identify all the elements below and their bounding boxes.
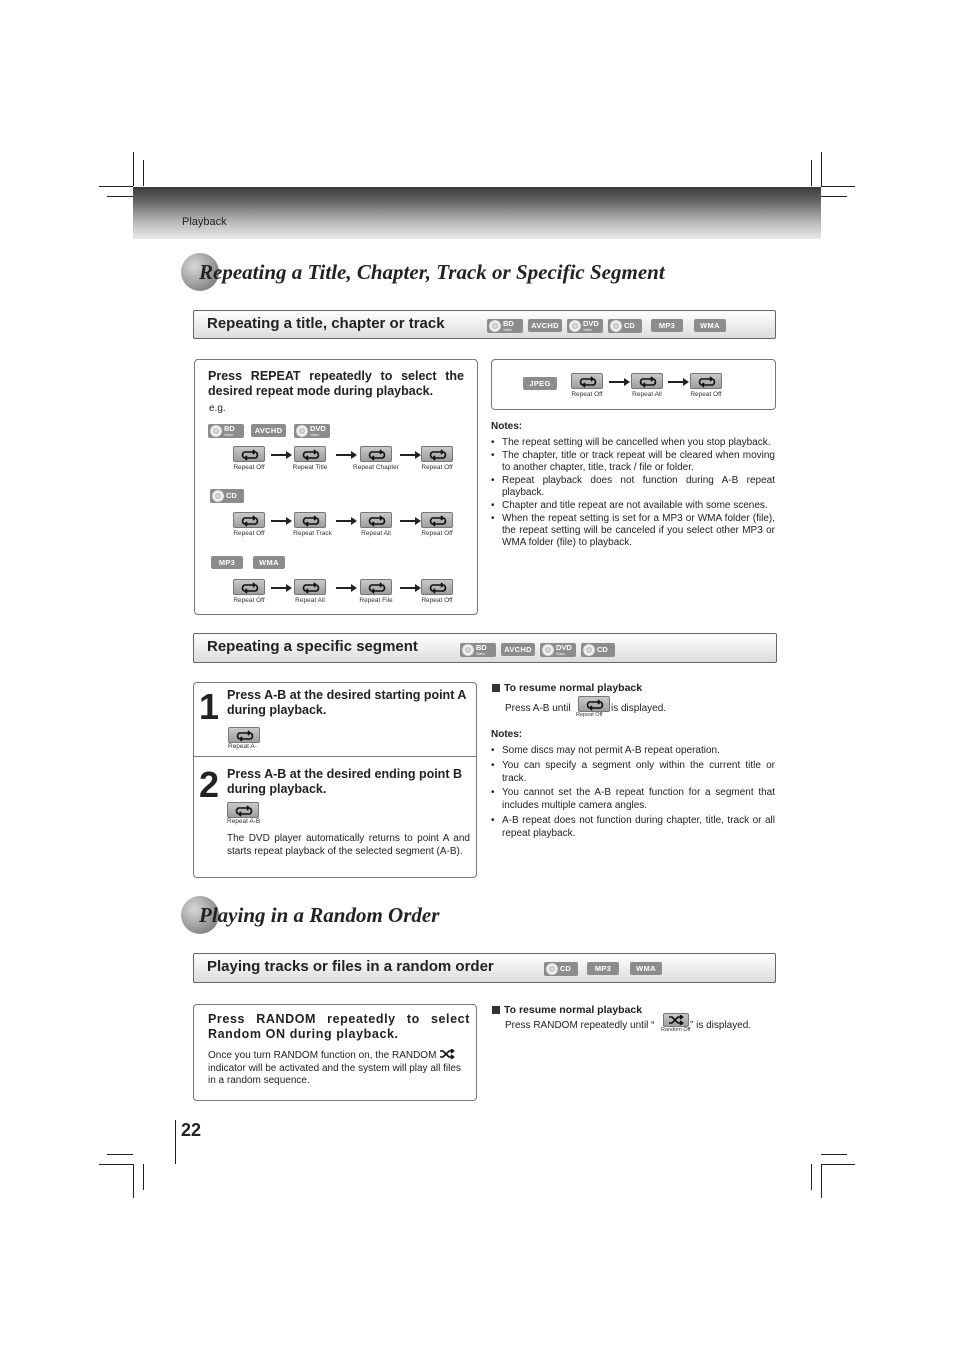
crop-mark xyxy=(143,1164,144,1190)
random-desc xyxy=(208,1049,470,1088)
seq-caption: Repeat Chapter xyxy=(353,464,399,471)
repeat-track-icon xyxy=(294,512,326,528)
subsection-title: Repeating a specific segment xyxy=(207,638,418,655)
step2-desc: The DVD player automatically returns to point A and starts repeat playback of the selected segment (A-B). xyxy=(227,833,470,857)
step-number: 2 xyxy=(199,764,220,805)
crop-mark xyxy=(107,1154,133,1155)
crop-mark xyxy=(811,1164,812,1190)
crop-mark xyxy=(821,196,847,197)
subsection-title: Playing tracks or files in a random order xyxy=(207,958,494,975)
arrow-icon xyxy=(336,454,352,456)
random-off-icon xyxy=(663,1013,689,1027)
crop-mark xyxy=(811,160,812,186)
wma-badge: WMA xyxy=(253,556,285,569)
page-number: 22 xyxy=(181,1120,202,1140)
icon-caption: Random Off xyxy=(661,1027,691,1033)
resume-heading: To resume normal playback xyxy=(504,1004,643,1016)
repeat-title-icon xyxy=(294,446,326,462)
repeat-chapter-icon xyxy=(360,446,392,462)
resume-text-post: is displayed. xyxy=(611,703,667,714)
seq-caption: Repeat All xyxy=(632,391,662,398)
subsection-title: Repeating a title, chapter or track xyxy=(207,315,445,332)
icon-caption: Repeat Off xyxy=(576,712,603,718)
crop-mark xyxy=(821,186,855,187)
repeat-off-icon xyxy=(421,512,453,528)
cd-badge-icon: CD xyxy=(608,319,642,333)
cd-badge-icon: CD xyxy=(544,962,578,976)
arrow-icon xyxy=(336,520,352,522)
repeat-all-icon xyxy=(360,512,392,528)
seq-caption: Repeat Off xyxy=(421,464,453,471)
seq-caption: Repeat Off xyxy=(421,597,453,604)
random-instruction: Press RANDOM repeatedly to select Random ON during playback. xyxy=(208,1012,470,1041)
bd-video-badge-icon: BD Video xyxy=(208,424,244,438)
page-title-repeat: Repeating a Title, Chapter, Track or Specific Segment xyxy=(199,260,665,284)
repeat-all-icon xyxy=(631,373,663,389)
note-item: • Some discs may not permit A-B repeat operation. xyxy=(491,745,775,758)
repeat-off-icon xyxy=(421,446,453,462)
seq-caption: Repeat Off xyxy=(233,597,265,604)
arrow-icon xyxy=(271,454,287,456)
resume-text-post: ” is displayed. xyxy=(690,1020,752,1031)
arrow-icon xyxy=(271,520,287,522)
seq-caption: Repeat All xyxy=(295,597,325,604)
crop-mark xyxy=(821,1164,822,1198)
jpeg-badge: JPEG xyxy=(523,377,557,390)
arrow-icon xyxy=(271,587,287,589)
crop-mark xyxy=(133,152,134,186)
step-number: 1 xyxy=(199,686,220,727)
crop-mark xyxy=(821,1164,855,1165)
step2-text: Press A-B at the desired ending point B during playback. xyxy=(227,767,462,796)
crop-mark xyxy=(821,152,822,186)
seq-caption: Repeat Track xyxy=(293,530,332,537)
mp3-badge: MP3 xyxy=(651,319,683,332)
repeat-instruction-box xyxy=(194,359,478,615)
dvd-video-badge-icon: DVD Video xyxy=(540,643,576,657)
bullet-square-icon xyxy=(492,684,500,692)
resume-heading: To resume normal playback xyxy=(504,682,643,694)
notes-list xyxy=(491,745,775,841)
repeat-off-icon xyxy=(421,579,453,595)
dvd-video-badge-icon: DVD Video xyxy=(294,424,330,438)
notes-list xyxy=(491,437,775,550)
arrow-icon xyxy=(609,381,625,383)
notes-heading: Notes: xyxy=(491,421,523,432)
crop-mark xyxy=(133,1164,134,1198)
arrow-icon xyxy=(336,587,352,589)
step-divider xyxy=(194,756,476,757)
cd-badge-icon: CD xyxy=(581,643,615,657)
notes-heading: Notes: xyxy=(491,729,523,740)
step1-text: Press A-B at the desired starting point A during playback. xyxy=(227,688,466,717)
header-band xyxy=(133,187,821,239)
arrow-icon xyxy=(668,381,684,383)
note-item: • The chapter, title or track repeat will be cleared when moving to another chapter, title, track / file or folder. xyxy=(491,450,775,475)
section-label: Playback xyxy=(182,216,227,228)
random-instruction-box xyxy=(193,1004,477,1101)
repeat-instruction: Press REPEAT repeatedly to select the desired repeat mode during playback. xyxy=(208,369,464,398)
repeat-off-icon xyxy=(233,579,265,595)
bd-video-badge-icon: BD Video xyxy=(460,643,496,657)
subsection-bar-repeat xyxy=(193,310,776,339)
seq-caption: Repeat All xyxy=(361,530,391,537)
note-item: • The repeat setting will be cancelled when you stop playback. xyxy=(491,437,775,449)
repeat-all-icon xyxy=(294,579,326,595)
note-item: • You can specify a segment only within the current title or track. xyxy=(491,760,775,786)
random-desc-pre: Once you turn RANDOM function on, the RANDOM xyxy=(208,1050,437,1061)
seq-caption: Repeat Off xyxy=(233,530,265,537)
note-item: • You cannot set the A-B repeat function for a segment that includes multiple camera angles. xyxy=(491,787,775,813)
note-item: • Chapter and title repeat are not available with some scenes. xyxy=(491,500,775,512)
arrow-icon xyxy=(400,587,416,589)
crop-mark xyxy=(107,196,133,197)
arrow-icon xyxy=(400,454,416,456)
crop-mark xyxy=(99,1164,133,1165)
bd-video-badge-icon: BD Video xyxy=(487,319,523,333)
page-title-random: Playing in a Random Order xyxy=(199,903,440,927)
wma-badge: WMA xyxy=(630,962,662,975)
crop-mark xyxy=(821,1154,847,1155)
icon-caption: Repeat A- xyxy=(228,743,257,750)
random-desc-post: indicator will be activated and the system will play all files in a random sequence. xyxy=(208,1062,461,1086)
dvd-video-badge-icon: DVD Video xyxy=(567,319,603,333)
arrow-icon xyxy=(400,520,416,522)
seq-caption: Repeat File xyxy=(359,597,393,604)
repeat-off-icon xyxy=(578,696,610,712)
repeat-off-icon xyxy=(233,446,265,462)
repeat-ab-icon xyxy=(227,802,259,818)
note-item: • A-B repeat does not function during chapter, title, track or all repeat playback. xyxy=(491,815,775,841)
page-number-rule xyxy=(175,1120,176,1164)
mp3-badge: MP3 xyxy=(211,556,243,569)
avchd-badge: AVCHD xyxy=(528,319,562,332)
crop-mark xyxy=(99,186,133,187)
jpeg-repeat-box xyxy=(491,359,776,410)
avchd-badge: AVCHD xyxy=(251,424,286,437)
avchd-badge: AVCHD xyxy=(501,643,535,656)
seq-caption: Repeat Off xyxy=(233,464,265,471)
bullet-square-icon xyxy=(492,1006,500,1014)
subsection-bar-random xyxy=(193,953,776,983)
seq-caption: Repeat Off xyxy=(571,391,603,398)
mp3-badge: MP3 xyxy=(587,962,619,975)
icon-caption: Repeat A-B xyxy=(227,818,261,825)
note-item: • Repeat playback does not function during A-B repeat playback. xyxy=(491,475,775,500)
shuffle-icon xyxy=(439,1049,455,1059)
repeat-off-icon xyxy=(690,373,722,389)
repeat-off-icon xyxy=(571,373,603,389)
resume-text-pre: Press RANDOM repeatedly until “ xyxy=(505,1020,655,1031)
repeat-a-icon xyxy=(228,727,260,743)
ab-steps-box xyxy=(193,682,477,878)
cd-badge-icon: CD xyxy=(210,489,244,503)
eg-label: e.g. xyxy=(209,403,226,414)
seq-caption: Repeat Off xyxy=(421,530,453,537)
repeat-file-icon xyxy=(360,579,392,595)
subsection-bar-segment xyxy=(193,633,777,663)
seq-caption: Repeat Title xyxy=(292,464,328,471)
note-item: • When the repeat setting is set for a MP3 or WMA folder (file), the repeat setting will be canceled if you select other MP3 or WMA folder (file) to playback. xyxy=(491,513,775,550)
resume-text-pre: Press A-B until xyxy=(505,703,571,714)
seq-caption: Repeat Off xyxy=(690,391,722,398)
repeat-off-icon xyxy=(233,512,265,528)
crop-mark xyxy=(143,160,144,186)
wma-badge: WMA xyxy=(694,319,726,332)
